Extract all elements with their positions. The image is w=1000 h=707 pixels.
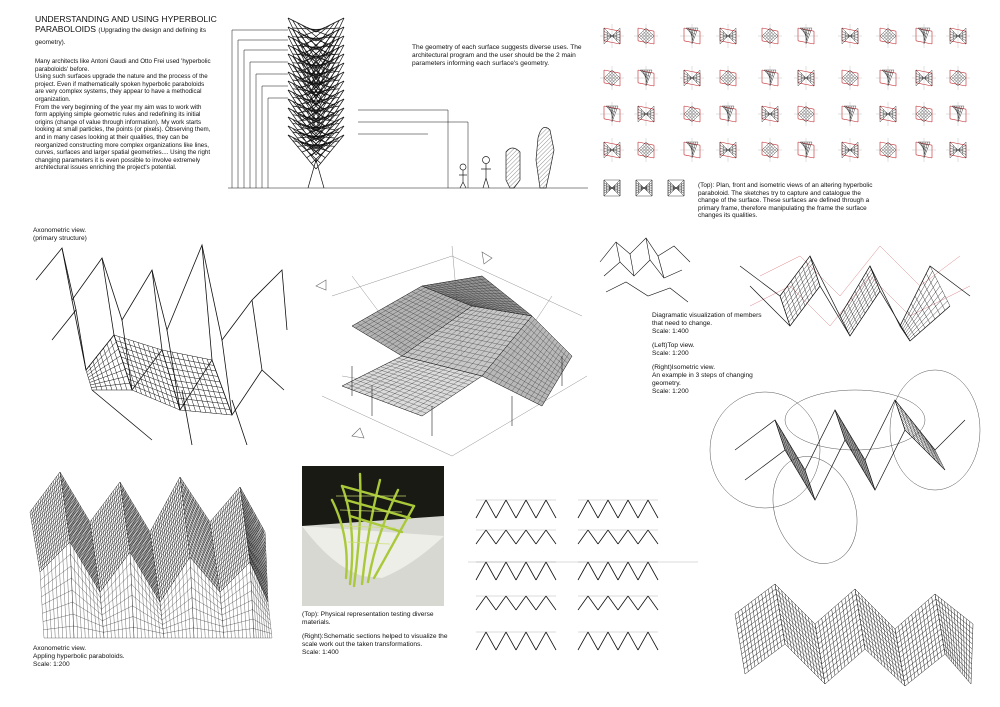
catalogue-note: (Top): Plan, front and isometric views of an altering hyperbolic paraboloid. The sketches try to capture and catalogue the change of the surface. These surfaces are defined through a primary frame, therefore manipulating the frame the surface changes its qualities.: [698, 182, 873, 220]
changing-geometry-step2: [705, 360, 985, 570]
axo-primary-line1: Axonometric view.: [33, 227, 87, 234]
diagram-note-line3: (Left)Top view.: [652, 342, 695, 349]
changing-geometry-step3: [735, 574, 975, 694]
diagram-note-line7: Scale: 1:200: [652, 388, 689, 395]
member-diagram: [596, 232, 696, 312]
diagram-note-line5: (Right)Isometric view.: [652, 364, 716, 371]
geometry-note: The geometry of each surface suggests diverse uses. The architectural program and the user should be the 2 main parameters informing each surface's geometry.: [412, 44, 582, 67]
photo-caption-line2: (Right):Schematic sections helped to visualize the scale work out the taken transformations.: [302, 633, 448, 648]
photo-caption-line3: Scale: 1:400: [302, 649, 339, 656]
axo-hypar-line2: Appling hyperbolic paraboloids.: [33, 653, 125, 660]
elevation-drawing: [228, 10, 588, 200]
photo-caption: [302, 611, 452, 657]
diagram-note-line1: Diagramatic visualization of members that need to change.: [652, 312, 762, 327]
intro-text: [35, 58, 213, 172]
intro-paragraph: Many architects like Antoni Gaudi and Otto Frei used 'hyperbolic paraboloids' before.: [35, 58, 211, 73]
axo-primary-structure: [32, 240, 292, 450]
axo-hypar-line3: Scale: 1:200: [33, 661, 70, 668]
schematic-sections: [468, 492, 718, 682]
photo-caption-line1: (Top): Physical representation testing diverse materials.: [302, 611, 434, 626]
intro-title-sub: (Upgrading the design and defining its geometry).: [35, 27, 207, 46]
axo-hypar-surfaces: [30, 462, 270, 642]
axo-hypar-line1: Axonometric view.: [33, 645, 87, 652]
intro-title: [35, 14, 225, 48]
diagram-note-line2: Scale: 1:400: [652, 328, 689, 335]
physical-model-photo: [302, 466, 444, 606]
diagram-note-line4: Scale: 1:200: [652, 350, 689, 357]
diagram-note-line6: An example in 3 steps of changing geometry.: [652, 372, 753, 387]
roof-isometric: [312, 236, 592, 466]
changing-geometry-step1: [740, 236, 980, 346]
axo-hypar-caption: [33, 645, 125, 669]
axo-primary-line2: (primary structure): [33, 235, 87, 242]
intro-paragraph: Using such surfaces upgrade the nature and the process of the project. Even if mathematically spoken hyperbolic paraboloids are very complex systems, they appear to have a methodical organization.: [35, 73, 208, 103]
intro-title-main: UNDERSTANDING AND USING HYPERBOLIC PARABOLOIDS: [35, 14, 217, 34]
intro-paragraph: From the very beginning of the year my aim was to work with form applying simple geometric rules and redefining its initial origins (change of value through information). My work starts looking at small particles, the points (or pixels). Observing them, and in many cases looking at their qualities, they can be reorganized constructing more complex organizations like lines, curves, surfaces and larger spatial geometries.... Using the right changing parameters it is even possible to involve extremely architectural issues enriching the project's potential.: [35, 103, 211, 172]
